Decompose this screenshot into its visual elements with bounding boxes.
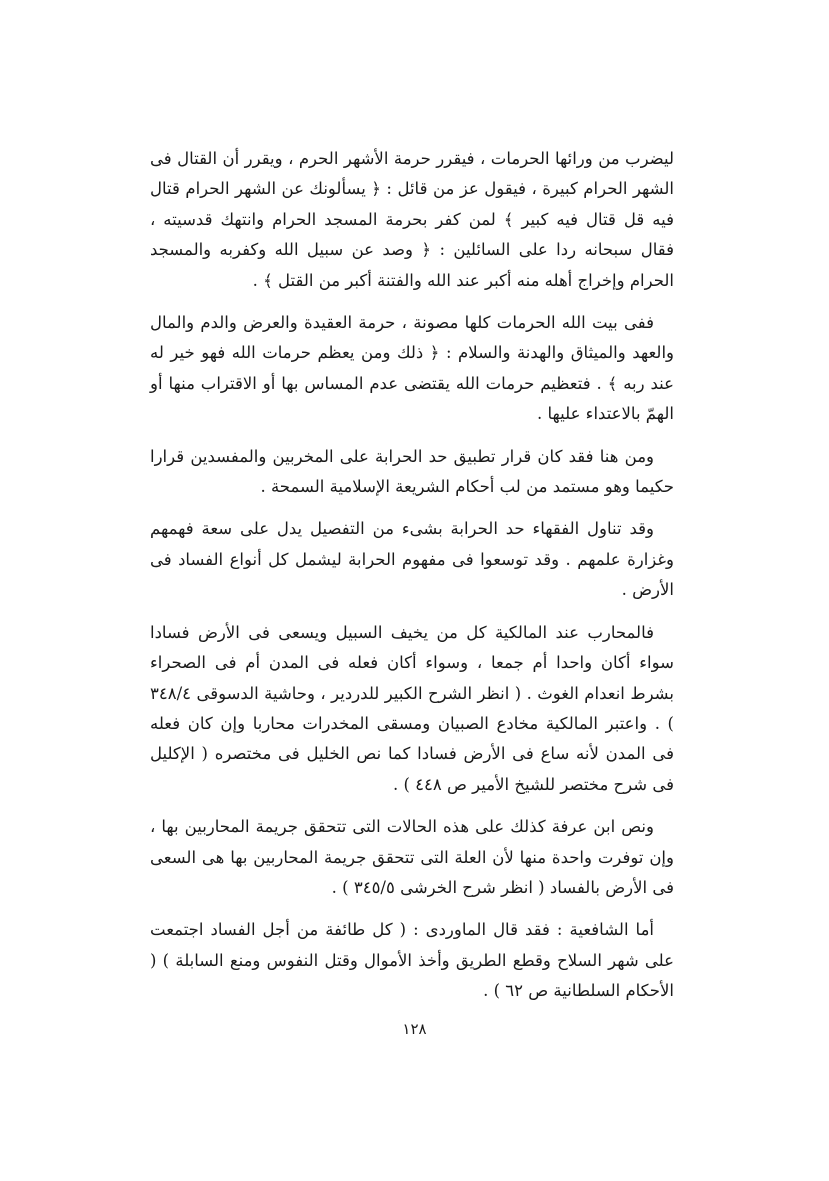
page-number: ١٢٨: [402, 1020, 427, 1038]
paragraph-6: ونص ابن عرفة كذلك على هذه الحالات التى تتحقق جريمة المحاربين بها ، وإن توفرت واحدة منها لأن العلة التى تتحقق جريمة المحاربين بها هى السعى فى الأرض بالفساد ( انظر شرح الخرشى ٣٤٥/٥ ) .: [150, 817, 674, 897]
paragraph-1: ليضرب من ورائها الحرمات ، فيقرر حرمة الأشهر الحرم ، ويقرر أن القتال فى الشهر الحرام كبيرة ، فيقول عز من قائل : ﴿ يسألونك عن الشهر الحرام قتال فيه قل قتال فيه كبير ﴾ لمن كفر بحرمة المسجد الحرام وانتهك قدسيته ، فقال سبحانه ردا على السائلين : ﴿ وصد عن سبيل الله وكفربه والمسجد الحرام وإخراج أهله منه أكبر عند الله والفتنة أكبر من القتل ﴾ .: [150, 149, 674, 290]
paragraph-3: ومن هنا فقد كان قرار تطبيق حد الحرابة على المخربين والمفسدين قرارا حكيما وهو مستمد من لب أحكام الشريعة الإسلامية السمحة .: [150, 446, 674, 497]
paragraph-7: أما الشافعية : فقد قال الماوردى : ( كل طائفة من أجل الفساد اجتمعت على شهر السلاح وقطع الطريق وأخذ الأموال وقتل النفوس ومنع السابلة ) ( الأحكام السلطانية ص ٦٢ ) .: [150, 920, 674, 1001]
paragraph-4: وقد تناول الفقهاء حد الحرابة بشىء من التفصيل يدل على سعة فهمهم وغزارة علمهم . وقد توسعوا فى مفهوم الحرابة ليشمل كل أنواع الفساد فى الأرض .: [150, 519, 674, 600]
body-text: [150, 144, 674, 1019]
paragraph-2: ففى بيت الله الحرمات كلها مصونة ، حرمة العقيدة والعرض والدم والمال والعهد والميثاق والهدنة والسلام : ﴿ ذلك ومن يعظم حرمات الله فهو خير له عند ربه ﴾ . فتعظيم حرمات الله يقتضى عدم المساس بها أو الاقتراب منها أو الهمّ بالاعتداء عليها .: [150, 313, 674, 424]
paragraph-5: فالمحارب عند المالكية كل من يخيف السبيل ويسعى فى الأرض فسادا سواء أكان واحدا أم جمعا ، وسواء أكان فعله فى المدن أم فى الصحراء بشرط انعدام الغوث . ( انظر الشرح الكبير للدردير ، وحاشية الدسوقى ٣٤٨/٤ ) . واعتبر المالكية مخادع الصبيان ومسقى المخدرات محاربا وإن كان فعله فى المدن لأنه ساع فى الأرض فسادا كما نص الخليل فى مختصره ( الإكليل فى شرح مختصر للشيخ الأمير ص ٤٤٨ ) .: [150, 622, 674, 794]
